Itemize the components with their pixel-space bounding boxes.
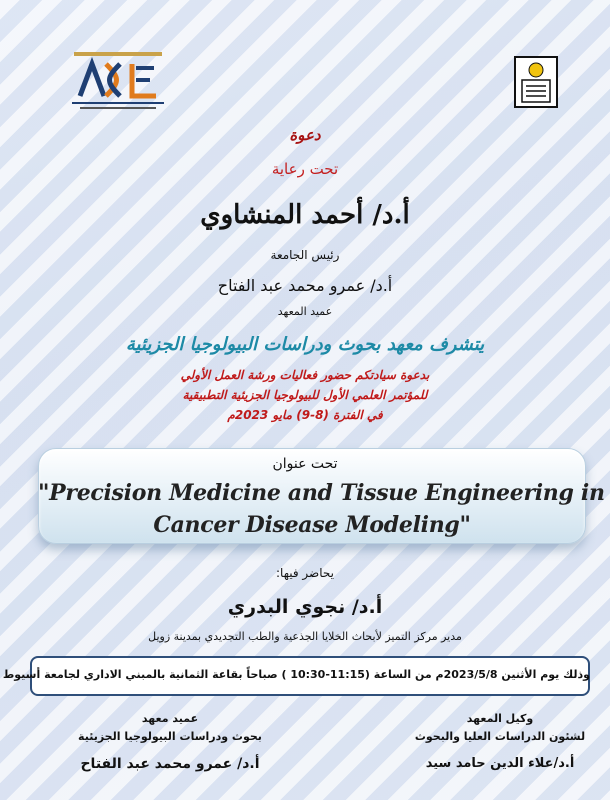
vice-dean-name: أ.د/علاء الدين حامد سيد [425,756,575,771]
patron-name: أ.د/ أحمد المنشاوي [200,200,410,230]
dean-signature-institute: بحوث ودراسات البيولوجيا الجزيئية [78,730,262,743]
honored-line: يتشرف معهد بحوث ودراسات البيولوجيا الجزيئية [125,334,485,355]
patron-title: رئيس الجامعة [270,248,340,262]
invite-line-1: بدعوة سيادتكم حضور فعاليات ورشة العمل الأولي [180,368,430,382]
vice-dean-role: وكيل المعهد [466,712,534,725]
invitation-heading: دعوة [289,126,321,144]
university-seal [514,56,558,108]
dean-title: عميد المعهد [277,305,333,318]
title-line-2: Cancer Disease Modeling" [153,512,471,538]
invite-line-2: للمؤتمر العلمي الأول للبيولوجيا الجزيئية التطبيقية [182,388,428,402]
lecturer-title: مدير مركز التميز لأبحاث الخلايا الجذعية والطب التجديدي بمدينة زويل [148,630,462,643]
dean-signature-name: أ.د/ عمرو محمد عبد الفتاح [80,756,260,772]
title-label: تحت عنوان [272,456,338,472]
invite-line-3: في الفترة (8-9) مايو 2023م [227,408,383,422]
title-line-1: "Precision Medicine and Tissue Engineering in [38,480,605,506]
vice-dean-department: لشئون الدراسات العليا والبحوث [414,730,586,743]
dean-signature-role: عميد معهد [141,712,199,725]
lecturer-name: أ.د/ نجوي البدري [227,596,383,618]
lecturer-label: يحاضر فيها: [276,566,334,580]
under-patronage-label: تحت رعاية [271,160,339,178]
schedule-text: وذلك يوم الأثنين 2023/5/8م من الساعة (11:15-10:30 ) صباحاً بقاعة الثمانية بالمبني الاداري لجامعة أسيوط [2,668,590,681]
institute-logo [66,50,170,114]
dean-name: أ.د/ عمرو محمد عبد الفتاح [217,276,393,295]
